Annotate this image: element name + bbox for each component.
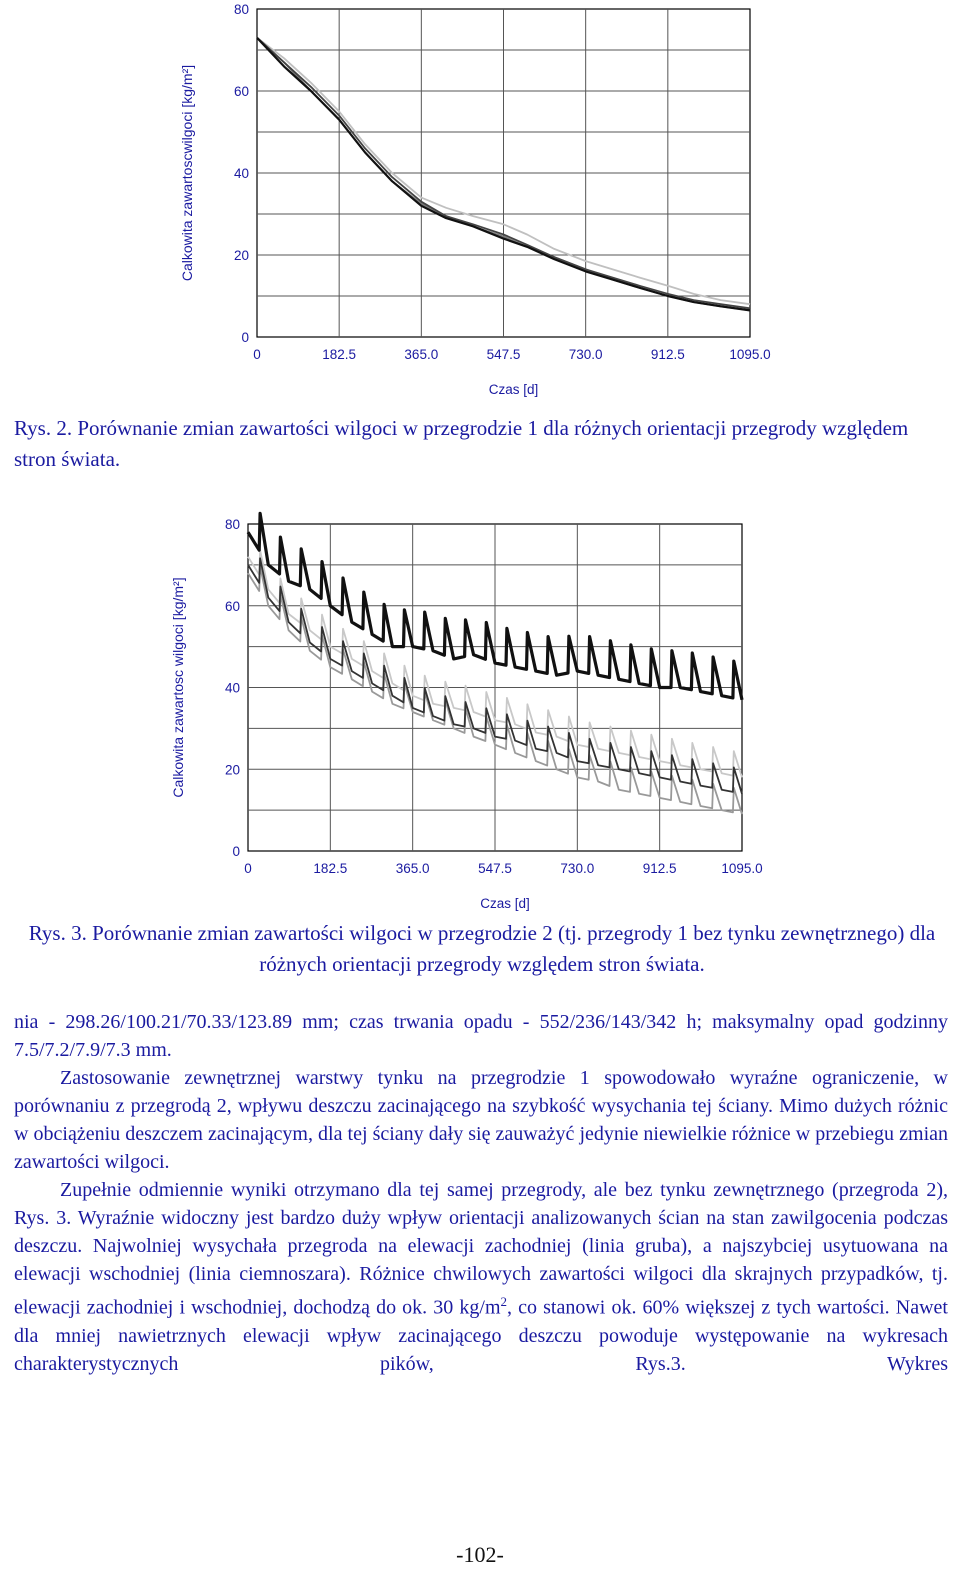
x-tick-label: 912.5 [650,347,685,362]
chart-fig2 [0,0,960,405]
y-tick-label: 60 [233,84,249,99]
figure-caption: Rys. 3. Porównanie zmian zawartości wilgoci w przegrodzie 2 (tj. przegrody 1 bez tynku zewnętrznego) dla różnych orientacji przegrody względem stron świata. [28,921,936,976]
x-tick-label: 1095.0 [729,347,771,362]
body-text [14,1008,948,1378]
x-tick-label: 730.0 [568,347,603,362]
x-tick-label: 912.5 [642,861,677,876]
x-tick-label: 730.0 [560,861,595,876]
chart-fig3 [0,500,960,918]
page-number: -102- [456,1542,504,1567]
figure-caption: Rys. 2. Porównanie zmian zawartości wilgoci w przegrodzie 1 dla różnych orientacji przegrody względem stron świata. [14,416,909,471]
x-axis-label: Czas [d] [480,896,530,911]
y-tick-label: 80 [224,517,240,532]
y-tick-label: 60 [224,598,240,614]
y-tick-label: 40 [233,166,249,181]
y-tick-label: 0 [232,844,240,859]
x-tick-label: 365.0 [395,861,430,876]
y-tick-label: 20 [224,762,240,778]
text-run: Zupełnie odmiennie wyniki otrzymano dla tej samej przegrody, ale bez tynku zewnętrznego (przegroda 2), Rys. 3. Wyraźnie widoczny jest bardzo duży wpływ orientacji analizowanych ścian na stan zawilgocenia podczas deszczu. Najwolniej wysychała przegroda na elewacji zachodniej (linia gruba), a najszybciej usytuowana na elewacji wschodniej (linia ciemnoszara). Różnice chwilowych zawartości wilgoci dla skrajnych przypadków, tj. elewacji zachodniej i wschodniej, dochodzą do ok. 30 kg/m [14,1179,948,1319]
paragraph: Zastosowanie zewnętrznej warstwy tynku na przegrodzie 1 spowodowało wyraźne ograniczenie, w porównaniu z przegrodą 2, wpływu deszczu zacinającego na szybkość wysychania tej ściany. Mimo dużych różnic w obciążeniu deszczem zacinającym, dla tej ściany dały się zauważyć jedynie niewielkie różnice w przebiegu zmian zawartości wilgoci. [14,1067,948,1173]
y-axis-label: Calkowita zawartosc wilgoci [kg/m²] [170,577,186,798]
x-tick-label: 1095.0 [721,861,763,876]
x-tick-label: 0 [253,347,261,362]
y-tick-label: 40 [224,680,240,696]
x-tick-label: 547.5 [486,347,521,362]
y-tick-label: 80 [233,2,249,17]
x-tick-label: 547.5 [478,861,512,876]
paragraph: nia - 298.26/100.21/70.33/123.89 mm; czas trwania opadu - 552/236/143/342 h; maksymalny opad godzinny 7.5/7.2/7.9/7.3 mm. [14,1011,948,1061]
y-tick-label: 20 [233,248,249,263]
text-run: , co stanowi ok. 60% większej z tych wartości. Nawet dla mniej nawietrznych elewacji wpływ zacinającego deszczu powoduje występowanie na wykresach charakterystycznych pików, Rys.3. Wykres [14,1296,948,1375]
x-tick-label: 365.0 [404,347,439,362]
x-tick-label: 182.5 [322,347,357,362]
y-tick-label: 0 [241,330,249,345]
x-tick-label: 182.5 [313,861,348,876]
superscript: 2 [500,1294,508,1309]
paragraph [14,1176,948,1378]
x-tick-label: 0 [244,861,252,876]
y-axis-label: Calkowita zawartoscwilgoci [kg/m²] [179,64,195,282]
x-axis-label: Czas [d] [488,382,539,397]
